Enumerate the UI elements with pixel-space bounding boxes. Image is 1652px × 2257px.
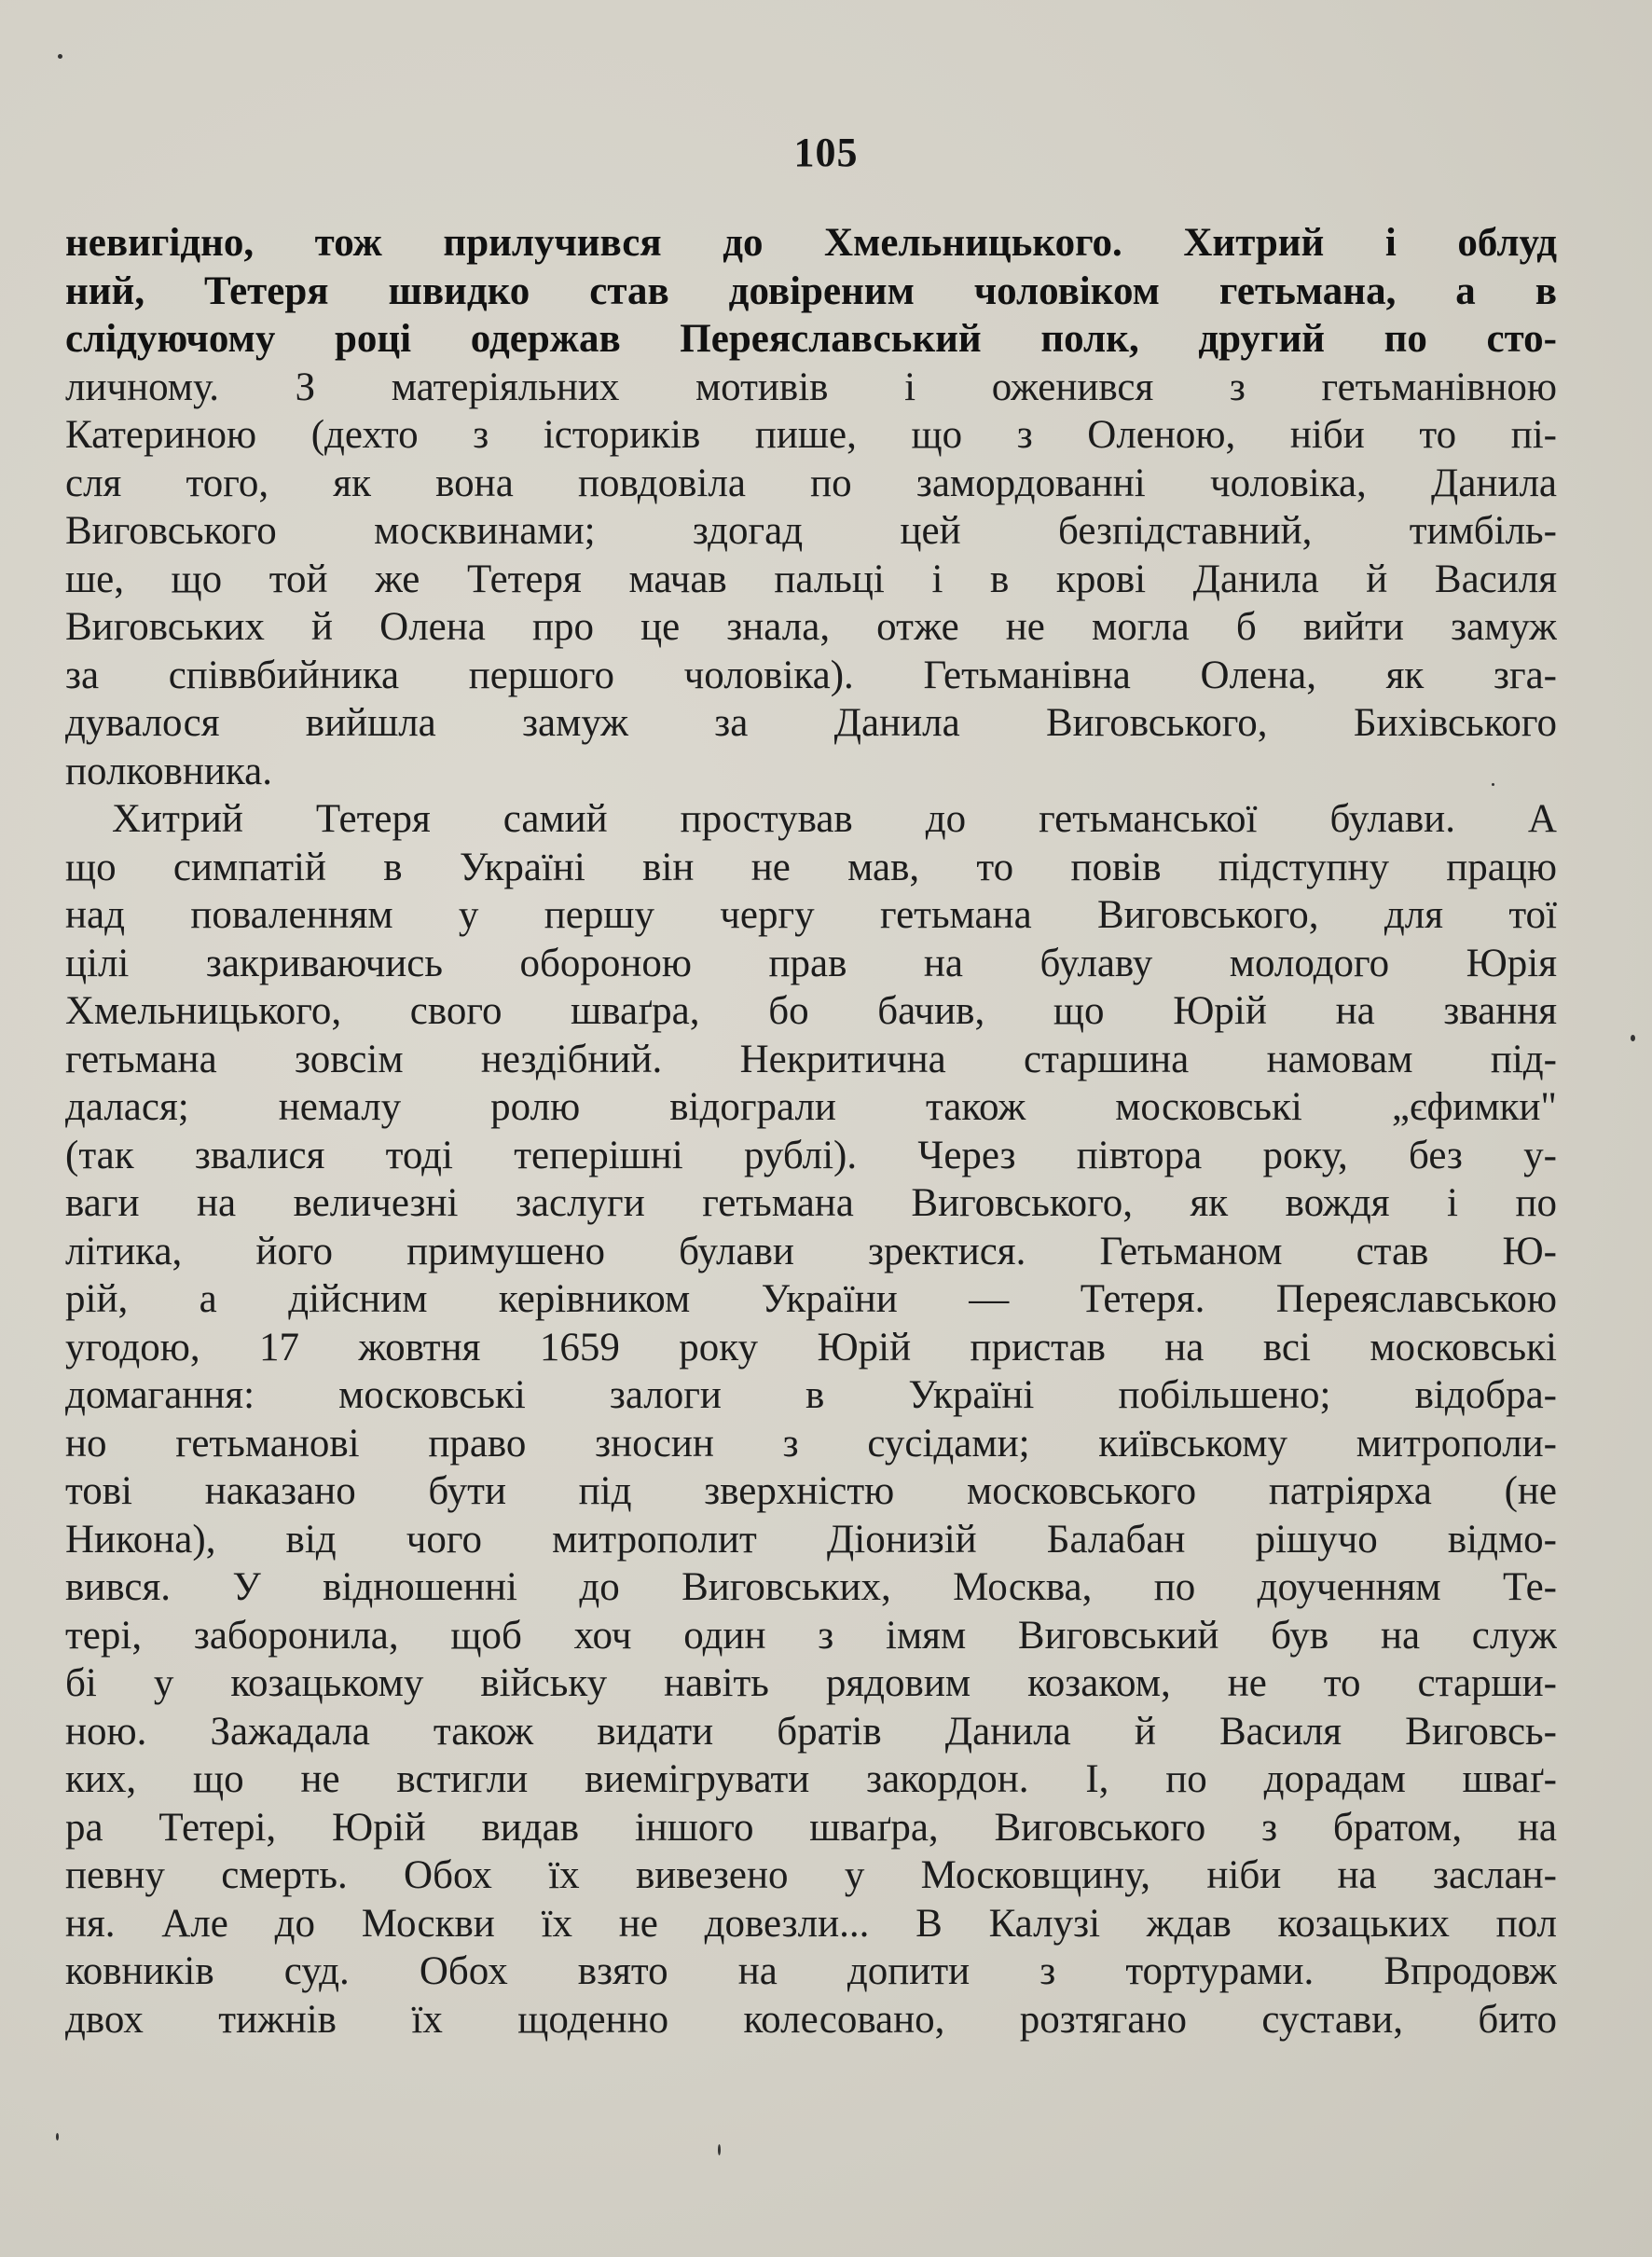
text-line: Катериною (дехто з істориків пише, що з Оленою, ніби то пі- [65,413,1557,457]
text-line: ня. Але до Москви їх не довезли... В Калузі ждав козацьких пол [65,1901,1557,1946]
text-line: угодою, 17 жовтня 1659 року Юрій пристав на всі московські [65,1325,1557,1369]
text-line: бі у козацькому війську навіть рядовим козаком, не то старши- [65,1661,1557,1705]
text-line: тові наказано бути під зверхністю московського патріярха (не [65,1469,1557,1513]
text-line: літика, його примушено булави зректися. Гетьманом став Ю- [65,1229,1557,1273]
text-line: ний, Тетеря швидко став довіреним чоловіком гетьмана, а в [65,268,1557,313]
text-line: вився. У відношенні до Виговських, Москва, по доученням Те- [65,1565,1557,1609]
text-line: певну смерть. Обох їх вивезено у Московщину, ніби на заслан- [65,1853,1557,1897]
text-line: ше, що той же Тетеря мачав пальці і в крові Данила й Василя [65,557,1557,601]
text-line: що симпатій в Україні він не мав, то повів підступну працю [65,845,1557,889]
text-line: Виговського москвинами; здогад цей безпідставний, тимбіль- [65,509,1557,553]
body-text [65,219,1557,2044]
text-line: личному. З матеріяльних мотивів і оженився з гетьманівною [65,365,1557,409]
text-line: ковників суд. Обох взято на допити з тортурами. Впродовж [65,1949,1557,1993]
text-line: ною. Зажадала також видати братів Данила й Василя Виговсь- [65,1709,1557,1754]
text-line: Виговських й Олена про це знала, отже не могла б вийти замуж [65,605,1557,649]
text-line: гетьмана зовсім нездібний. Некритична старшина намовам під- [65,1037,1557,1081]
text-line: полковника. [65,749,273,793]
text-line: двох тижнів їх щоденно колесовано, розтягано сустави, бито [65,1997,1557,2042]
paper-speck [1631,1035,1635,1041]
text-line: ваги на величезні заслуги гетьмана Виговського, як вождя і по [65,1181,1557,1225]
text-line: Хитрий Тетеря самий простував до гетьманської булави. А [112,797,1557,841]
text-line: невигідно, тож прилучився до Хмельницького. Хитрий і облуд [65,221,1557,265]
text-line: цілі закриваючись обороною прав на булаву молодого Юрія [65,941,1557,985]
paper-speck [58,54,62,59]
paper-speck [56,2133,59,2140]
text-line: над поваленням у першу чергу гетьмана Виговського, для тої [65,893,1557,937]
paper-speck [718,2144,721,2155]
text-line: слідуючому році одержав Переяславський полк, другий по сто- [65,317,1557,361]
text-line: ких, що не встигли виемігрувати закордон. І, по дорадам шваґ- [65,1757,1557,1801]
text-line: за співвбийника першого чоловіка). Гетьманівна Олена, як зга- [65,653,1557,697]
paper-speck [1492,783,1494,786]
text-line: ра Тетері, Юрій видав іншого шваґра, Виговського з братом, на [65,1805,1557,1850]
text-line: Хмельницького, свого шваґра, бо бачив, що Юрій на звання [65,989,1557,1033]
text-line: рій, а дійсним керівником України — Тетеря. Переяславською [65,1277,1557,1321]
text-line: сля того, як вона повдовіла по замордованні чоловіка, Данила [65,461,1557,505]
text-line: дувалося вийшла замуж за Данила Виговського, Бихівського [65,701,1557,745]
text-line: (так звалися тоді теперішні рублі). Через півтора року, без у- [65,1133,1557,1177]
text-line: но гетьманові право зносин з сусідами; київському митрополи- [65,1421,1557,1466]
text-line: далася; немалу ролю відограли також московські „єфимки" [65,1085,1557,1129]
text-line: тері, заборонила, щоб хоч один з імям Виговський був на служ [65,1613,1557,1658]
text-line: домагання: московські залоги в Україні побільшено; відобра- [65,1373,1557,1417]
text-line: Никона), від чого митрополит Діонизій Балабан рішучо відмо- [65,1517,1557,1562]
page-number: 105 [793,130,859,175]
